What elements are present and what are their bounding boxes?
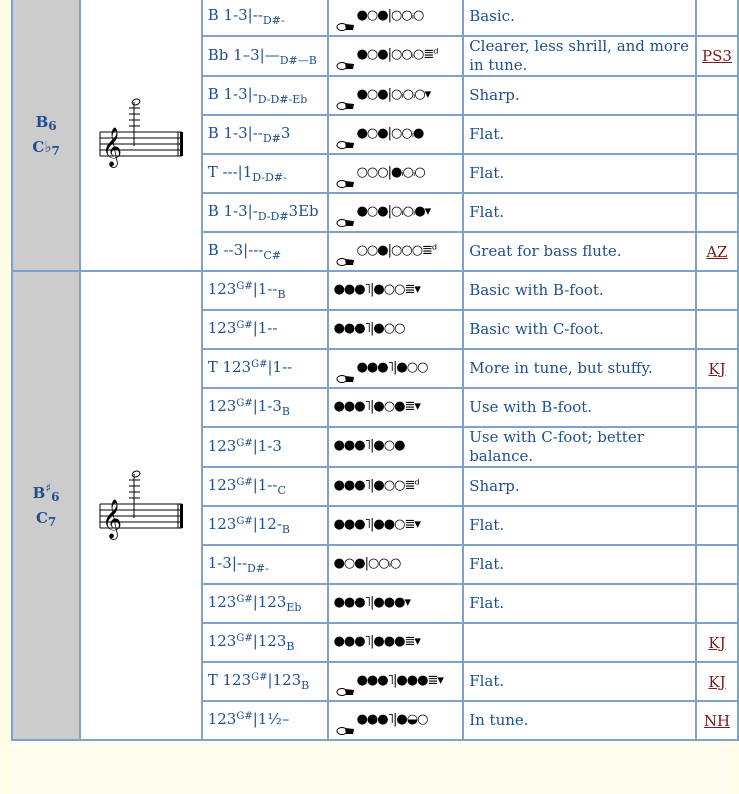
fingering-code: $123^{G\#}|1--_C$ (202, 467, 328, 506)
note-name-cell (12, 271, 80, 740)
credit-cell (696, 349, 738, 388)
finger-holes-icon: ●●●˥|●●●≣▾ (333, 633, 420, 649)
finger-holes-icon: ●●●˥|●●○≣▾ (333, 516, 420, 532)
comment-cell: Basic with C-foot. (463, 310, 696, 349)
fingering-code: $123^{G\#}|1\frac{1}{2}-$ (202, 701, 328, 740)
staff-cell (80, 271, 201, 740)
key-diagram (328, 349, 464, 388)
fingering-row (12, 0, 738, 36)
fingering-code: T $123^{G\#}|123_B$ (202, 662, 328, 701)
credit-cell (696, 232, 738, 271)
credit-cell (696, 623, 738, 662)
comment-cell: Flat. (463, 115, 696, 154)
credit-cell (696, 545, 738, 584)
credit-cell (696, 427, 738, 467)
fingering-code: $123^{G\#}|123_{Eb}$ (202, 584, 328, 623)
credit-cell (696, 36, 738, 76)
thumb-key-icon (334, 370, 356, 384)
credit-cell (696, 271, 738, 310)
credit-cell (696, 154, 738, 193)
finger-holes-icon: ●●●˥|●○●≣▾ (333, 398, 420, 414)
fingering-code: T $123^{G\#}|1--$ (202, 349, 328, 388)
fingering-code: B $1-3|-_{D-D\#-Eb}$ (202, 76, 328, 115)
credit-link[interactable]: KJ (708, 359, 726, 378)
fingering-code: $1-3|--_{D\#-}$ (202, 545, 328, 584)
credit-cell (696, 662, 738, 701)
note-enharmonic: $C_7$ (35, 509, 57, 529)
finger-holes-icon: ○○○|●ᵢ○ᵢ○ (356, 164, 425, 180)
credit-cell (696, 115, 738, 154)
fingering-code: $123^{G\#}|1--_B$ (202, 271, 328, 310)
comment-cell: Flat. (463, 584, 696, 623)
comment-cell: Flat. (463, 154, 696, 193)
finger-holes-icon: ●●●˥|●○○ (333, 320, 405, 336)
svg-text:𝄞: 𝄞 (101, 498, 123, 539)
finger-holes-icon: ●●●˥|●●●▾ (333, 594, 410, 610)
finger-holes-icon: ●●●˥|●○● (333, 438, 405, 453)
comment-cell: In tune. (463, 701, 696, 740)
comment-cell: Flat. (463, 662, 696, 701)
thumb-key-icon (334, 722, 356, 736)
key-diagram (328, 310, 464, 349)
staff-notation-icon (96, 464, 186, 544)
thumb-key-icon (334, 57, 356, 71)
finger-holes-icon: ●○●|○ᵢ○ᵢ●▾ (356, 203, 431, 219)
comment-cell: Flat. (463, 545, 696, 584)
finger-holes-icon: ●●●˥|●◒○ (356, 711, 428, 727)
finger-holes-icon: ●●●˥|●●●≣▾ (356, 672, 443, 688)
credit-link[interactable]: KJ (708, 672, 726, 691)
credit-cell (696, 193, 738, 232)
staff-notation-icon (96, 92, 186, 172)
credit-cell (696, 76, 738, 115)
key-diagram (328, 76, 464, 115)
svg-text:𝄞: 𝄞 (101, 127, 123, 167)
comment-cell: Basic with B-foot. (463, 271, 696, 310)
fingering-code: B $1-3|-_{D-D\#}3Eb$ (202, 193, 328, 232)
comment-cell: Sharp. (463, 76, 696, 115)
finger-holes-icon: ●○●|○ᵢ○ᵢ○▾ (356, 86, 431, 102)
comment-cell: Clearer, less shrill, and more in tune. (463, 36, 696, 76)
note-primary: $B^♯_6$ (32, 481, 60, 504)
key-diagram (328, 584, 464, 623)
fingering-code: B $1-3|--_{D\#-}$ (202, 0, 328, 36)
comment-cell: Flat. (463, 506, 696, 545)
thumb-key-icon (334, 175, 356, 189)
fingering-code: T $---|1_{D-D\#-}$ (202, 154, 328, 193)
finger-holes-icon: ●○●|○○ᵢ○ (356, 7, 424, 23)
comment-cell: More in tune, but stuffy. (463, 349, 696, 388)
thumb-key-icon (334, 683, 356, 697)
credit-link[interactable]: PS3 (702, 47, 732, 65)
comment-cell: Sharp. (463, 467, 696, 506)
credit-cell (696, 388, 738, 427)
fingering-code: $123^{G\#}|1-3$ (202, 427, 328, 467)
comment-cell: Use with B-foot. (463, 388, 696, 427)
key-diagram (328, 467, 464, 506)
fingering-code: $123^{G\#}|123_B$ (202, 623, 328, 662)
comment-cell: Flat. (463, 193, 696, 232)
comment-cell: Great for bass flute. (463, 232, 696, 271)
thumb-key-icon (334, 253, 356, 267)
key-diagram (328, 154, 464, 193)
credit-link[interactable]: NH (703, 711, 731, 730)
credit-cell (696, 584, 738, 623)
fingering-table (11, 0, 739, 741)
key-diagram (328, 623, 464, 662)
finger-holes-icon: ○○●|○○○≣ᵈ (356, 242, 437, 258)
finger-holes-icon: ●○●|○○ᵢ○≣ᵈ (356, 47, 438, 62)
key-diagram (328, 36, 464, 76)
thumb-key-icon (334, 136, 356, 150)
key-diagram (328, 232, 464, 271)
credit-cell (696, 0, 738, 36)
comment-cell (463, 623, 696, 662)
finger-holes-icon: ●○●|○○ᵢ○ (333, 555, 401, 571)
staff-cell (80, 0, 201, 271)
fingering-code: B $1-3|--_{D\#}3$ (202, 115, 328, 154)
credit-cell (696, 310, 738, 349)
credit-cell (696, 467, 738, 506)
note-primary: $B_6$ (35, 112, 57, 133)
key-diagram (328, 545, 464, 584)
thumb-key-icon (334, 18, 356, 32)
comment-cell: Basic. (463, 0, 696, 36)
comment-cell: Use with C-foot; better balance. (463, 427, 696, 467)
finger-holes-icon: ●●●˥|●○○≣▾ (333, 281, 420, 297)
key-diagram (328, 115, 464, 154)
note-name-cell (12, 0, 80, 271)
key-diagram (328, 506, 464, 545)
fingering-code: $123^{G\#}|12-_B$ (202, 506, 328, 545)
fingering-row (12, 271, 738, 310)
credit-link[interactable]: AZ (706, 242, 728, 261)
key-diagram (328, 701, 464, 740)
credit-link[interactable]: KJ (708, 633, 726, 652)
finger-holes-icon: ●●●˥|●○○ (356, 359, 428, 375)
key-diagram (328, 427, 464, 467)
key-diagram (328, 193, 464, 232)
thumb-key-icon (334, 214, 356, 228)
note-enharmonic: $C♭_7$ (32, 137, 60, 158)
fingering-code: $123^{G\#}|1-3_B$ (202, 388, 328, 427)
key-diagram (328, 662, 464, 701)
fingering-code: B $--3|---_{C\#}$ (202, 232, 328, 271)
finger-holes-icon: ●●●˥|●○○≣ᵈ (333, 477, 419, 493)
key-diagram (328, 0, 464, 36)
fingering-code: Bb $1-3|—_{D\#—B}$ (202, 36, 328, 76)
finger-holes-icon: ●○●|○○ᵢ● (356, 125, 424, 141)
thumb-key-icon (334, 97, 356, 111)
key-diagram (328, 388, 464, 427)
credit-cell (696, 506, 738, 545)
key-diagram (328, 271, 464, 310)
fingering-code: $123^{G\#}|1--$ (202, 310, 328, 349)
credit-cell (696, 701, 738, 740)
